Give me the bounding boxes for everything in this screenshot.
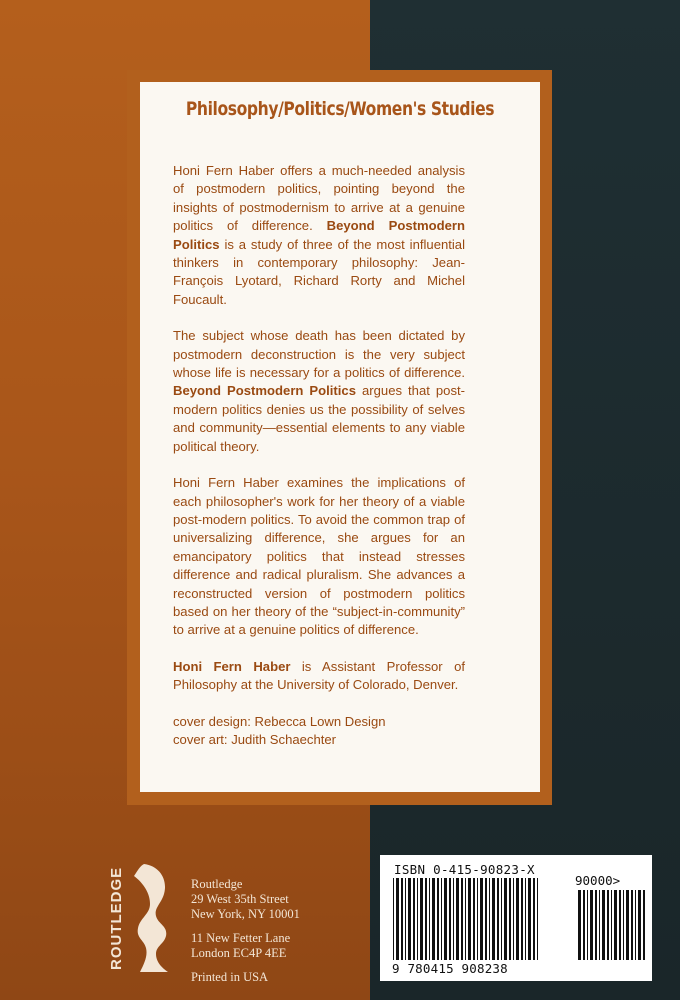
london-address-street: 11 New Fetter Lane — [191, 931, 291, 945]
blurb-paragraph-1 — [173, 162, 465, 309]
ean-digits: 9 780415 908238 — [392, 961, 508, 976]
text-panel — [140, 82, 540, 792]
london-address-city: London EC4P 4EE — [191, 946, 287, 960]
blurb-paragraph-3: Honi Fern Haber examines the implications of each philosopher's work for her theory of a viable post-modern politics. To avoid the common trap of universalizing difference, she argues for an emancipatory politics that instead stresses difference and radical pluralism. She advances a reconstructed version of postmodern politics based on her theory of the “subject-in-community” to arrive at a genuine politics of difference. — [173, 475, 465, 638]
ny-address-street: 29 West 35th Street — [191, 892, 289, 906]
barcode-box — [380, 855, 652, 981]
paragraph-2-text: The subject whose death has been dictated by postmodern deconstruction is the very subject whose life is necessary for a politics of difference. — [173, 328, 465, 381]
series-heading: Philosophy/Politics/Women's Studies — [185, 98, 495, 120]
cover-credits — [173, 713, 465, 750]
author-name: Honi Fern Haber — [173, 658, 291, 674]
publisher-name: Routledge — [191, 877, 243, 891]
publisher-info — [191, 877, 351, 985]
author-bio-text: is Assistant Professor of Philosophy at the University of Colorado, Denver. — [173, 658, 465, 693]
paragraph-1-text: Honi Fern Haber offers a much-needed analysis of postmodern politics, pointing beyond the insights of postmodernism to arrive at a genuine politics of difference. — [173, 163, 465, 234]
isbn-label: ISBN 0-415-90823-X — [394, 862, 535, 877]
book-title: Beyond Postmodern Politics — [173, 218, 465, 252]
ny-address-city: New York, NY 10001 — [191, 907, 300, 921]
printed-in: Printed in USA — [191, 970, 269, 984]
paragraph-1-text-end: is a study of three of the most influential thinkers in contemporary philosophy: Jean-François Lyotard, Richard Rorty and Michel Foucault. — [173, 236, 465, 307]
blurb-paragraph-2 — [173, 327, 465, 456]
cover-design-credit: cover design: Rebecca Lown Design — [173, 713, 386, 729]
cover-art-credit: cover art: Judith Schaechter — [173, 731, 337, 747]
author-bio — [173, 658, 465, 695]
paragraph-2-text-end: argues that post-modern politics denies us the possibility of selves and community—essential elements to any viable political theory. — [173, 383, 466, 454]
blurb — [173, 162, 465, 749]
book-title: Beyond Postmodern Politics — [173, 383, 356, 399]
ean-barcode — [392, 878, 540, 960]
addon-barcode — [577, 890, 647, 960]
price-addon-digits: 90000> — [575, 873, 621, 888]
routledge-wordmark: ROUTLEDGE — [108, 866, 125, 970]
